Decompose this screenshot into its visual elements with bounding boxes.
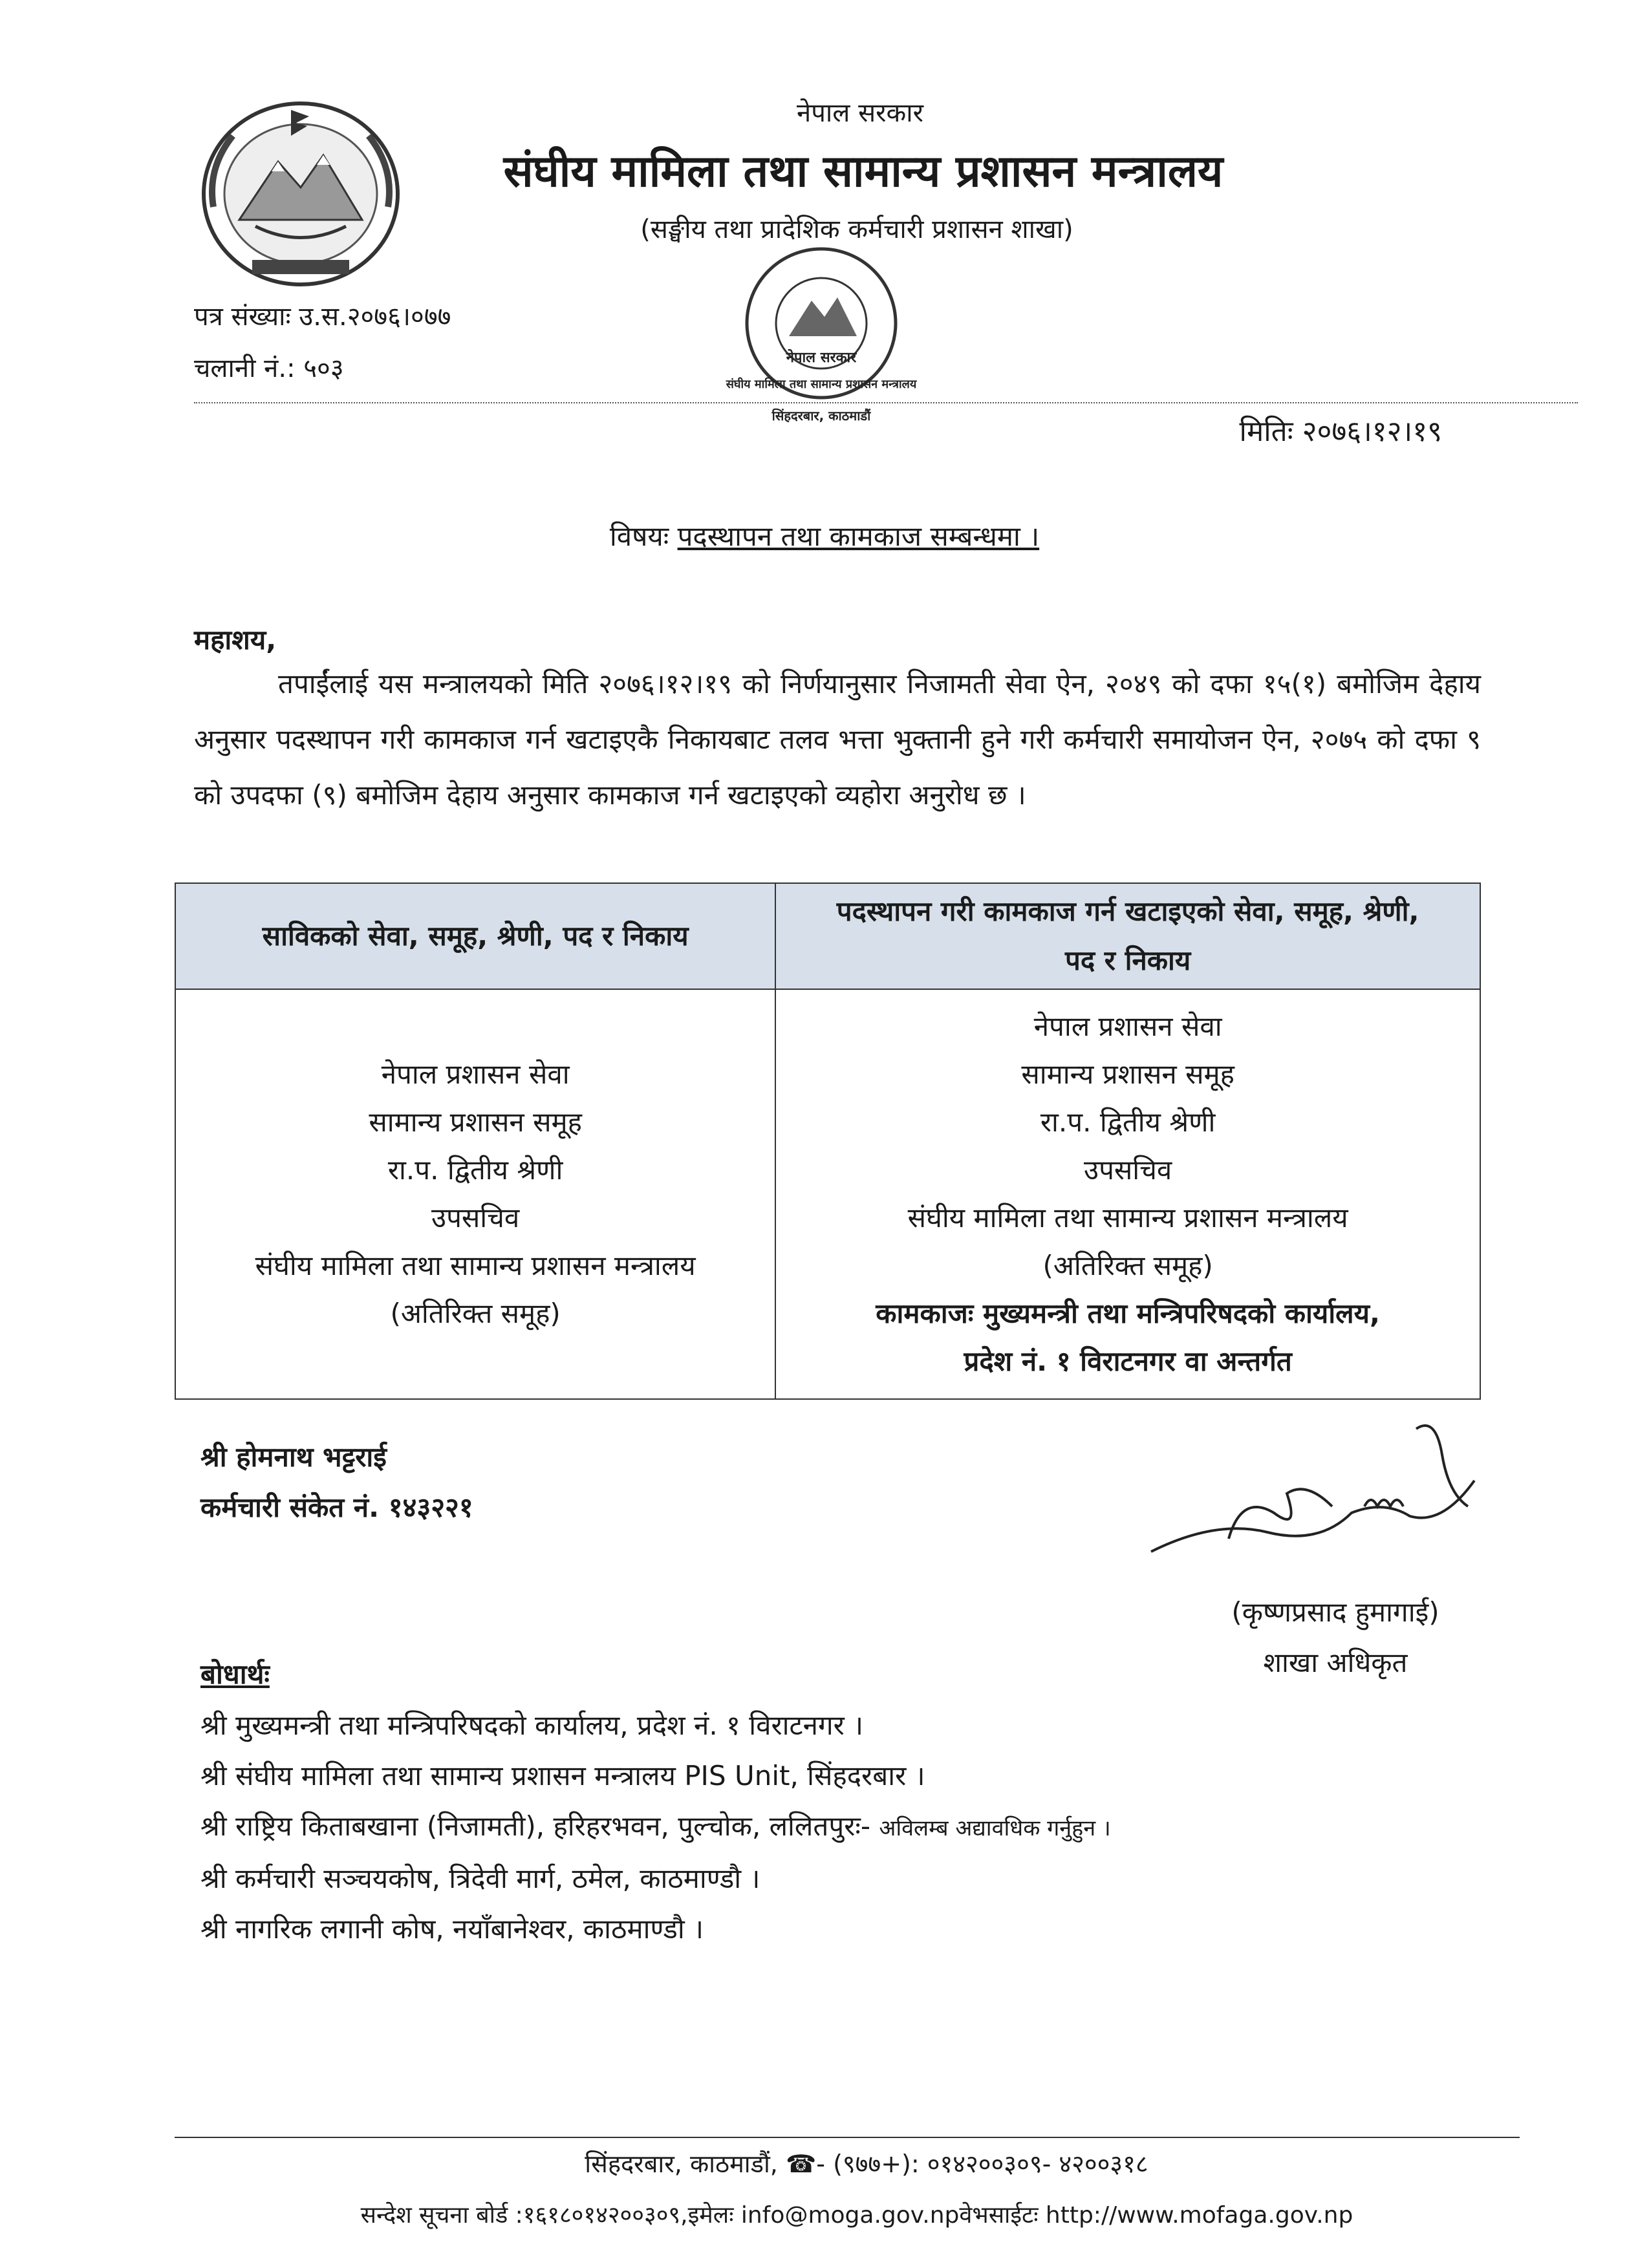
cc-list (200, 1700, 1111, 1954)
cc-item-text: श्री राष्ट्रिय किताबखाना (निजामती), हरिहरभवन, पुल्चोक, ललितपुरः- (200, 1810, 871, 1842)
footer-contact: सन्देश सूचना बोर्ड :१६१८०१४२००३०९,इमेलः info@moga.gov.npवेभसाईटः http://www.mofaga.gov.np (360, 2202, 1353, 2229)
footer-address: सिंहदरबार, काठमाडौं, ☎- (९७७+): ०१४२००३०९- ४२००३१८ (585, 2150, 1148, 2178)
previous-line: संघीय मामिला तथा सामान्य प्रशासन मन्त्रालय (255, 1250, 696, 1281)
cc-item: श्री नागरिक लगानी कोष, नयाँबानेश्वर, काठमाण्डौ । (200, 1913, 704, 1945)
body-paragraph: तपाईंलाई यस मन्त्रालयको मिति २०७६।१२।१९ को निर्णयानुसार निजामती सेवा ऐन, २०४९ को दफा १५(१) बमोजिम देहाय अनुसार पदस्थापन गरी कामकाज गर्न खटाइएकै निकायबाट तलव भत्ता भुक्तानी हुने गरी कर्मचारी समायोजन ऐन, २०७५ को दफा ९ को उपदफा (९) बमोजिम देहाय अनुसार कामकाज गर्न खटाइएको व्यहोरा अनुरोध छ । (194, 668, 1481, 811)
subject-line (0, 517, 1649, 554)
seal-top-text: नेपाल सरकार (786, 350, 857, 366)
section-title: (सङ्घीय तथा प्रादेशिक कर्मचारी प्रशासन शाखा) (640, 215, 1073, 244)
cc-item: श्री कर्मचारी सञ्चयकोष, त्रिदेवी मार्ग, ठमेल, काठमाण्डौ । (200, 1863, 760, 1894)
employee-block (200, 1432, 473, 1533)
new-line: रा.प. द्वितीय श्रेणी (1040, 1106, 1216, 1138)
subject-text: पदस्थापन तथा कामकाज सम्बन्धमा । (677, 520, 1040, 552)
cc-item (200, 1801, 1111, 1854)
table-header-new (775, 883, 1480, 989)
new-line: (अतिरिक्त समूह) (1042, 1250, 1213, 1281)
signatory-block (1164, 1587, 1507, 1688)
salutation: महाशय, (194, 624, 277, 656)
previous-line: उपसचिव (431, 1202, 520, 1234)
previous-line: नेपाल प्रशासन सेवा (381, 1058, 570, 1090)
table-header-new-line2: पद र निकाय (1065, 945, 1191, 976)
letter-date: मितिः २०७६।१२।१९ (1239, 415, 1442, 448)
new-work-assignment-line2: प्रदेश नं. १ विराटनगर वा अन्तर्गत (964, 1345, 1292, 1377)
new-line: नेपाल प्रशासन सेवा (1033, 1011, 1222, 1042)
signature (1138, 1403, 1500, 1578)
footer-divider (175, 2137, 1520, 2138)
cc-title: बोधार्थः (200, 1658, 270, 1690)
header-divider (194, 402, 1578, 403)
table-cell-new (775, 989, 1480, 1399)
subject-label: विषयः (609, 520, 669, 552)
previous-line: रा.प. द्वितीय श्रेणी (387, 1154, 563, 1186)
signatory-title: शाखा अधिकृत (1263, 1647, 1408, 1678)
posting-table (175, 883, 1481, 1400)
previous-line: सामान्य प्रशासन समूह (369, 1106, 582, 1138)
new-line: उपसचिव (1084, 1154, 1172, 1186)
letter-body (194, 656, 1481, 823)
cc-item: श्री संघीय मामिला तथा सामान्य प्रशासन मन्त्रालय PIS Unit, सिंहदरबार । (200, 1760, 925, 1792)
employee-name: श्री होमनाथ भट्टराई (200, 1441, 387, 1473)
ministry-title: संघीय मामिला तथा सामान्य प्रशासन मन्त्रालय (503, 146, 1223, 197)
seal-middle-text: संघीय मामिला तथा सामान्य प्रशासन मन्त्रालय (726, 378, 917, 391)
employee-code: कर्मचारी संकेत नं. १४३२२१ (200, 1492, 473, 1523)
dispatch-number: चलानी नं.: ५०३ (194, 354, 344, 383)
cc-item: श्री मुख्यमन्त्री तथा मन्त्रिपरिषदको कार्यालय, प्रदेश नं. १ विराटनगर । (200, 1709, 864, 1741)
signatory-name: (कृष्णप्रसाद हुमागाई) (1231, 1596, 1439, 1628)
new-line: संघीय मामिला तथा सामान्य प्रशासन मन्त्रालय (907, 1202, 1348, 1234)
previous-line: (अतिरिक्त समूह) (390, 1298, 561, 1329)
table-header-new-line1: पदस्थापन गरी कामकाज गर्न खटाइएको सेवा, समूह, श्रेणी, (836, 895, 1419, 927)
government-title: नेपाल सरकार (797, 98, 923, 128)
new-work-assignment-line1: कामकाजः मुख्यमन्त्री तथा मन्त्रिपरिषदको कार्यालय, (876, 1298, 1380, 1329)
new-line: सामान्य प्रशासन समूह (1021, 1058, 1234, 1090)
letter-number: पत्र संख्याः उ.स.२०७६।०७७ (194, 302, 451, 332)
cc-item-note: अविलम्ब अद्यावधिक गर्नुहुन । (879, 1815, 1111, 1841)
table-cell-previous (175, 989, 775, 1399)
table-header-previous: साविकको सेवा, समूह, श्रेणी, पद र निकाय (175, 883, 775, 989)
seal-bottom-text: सिंहदरबार, काठमाडौं (771, 408, 871, 423)
